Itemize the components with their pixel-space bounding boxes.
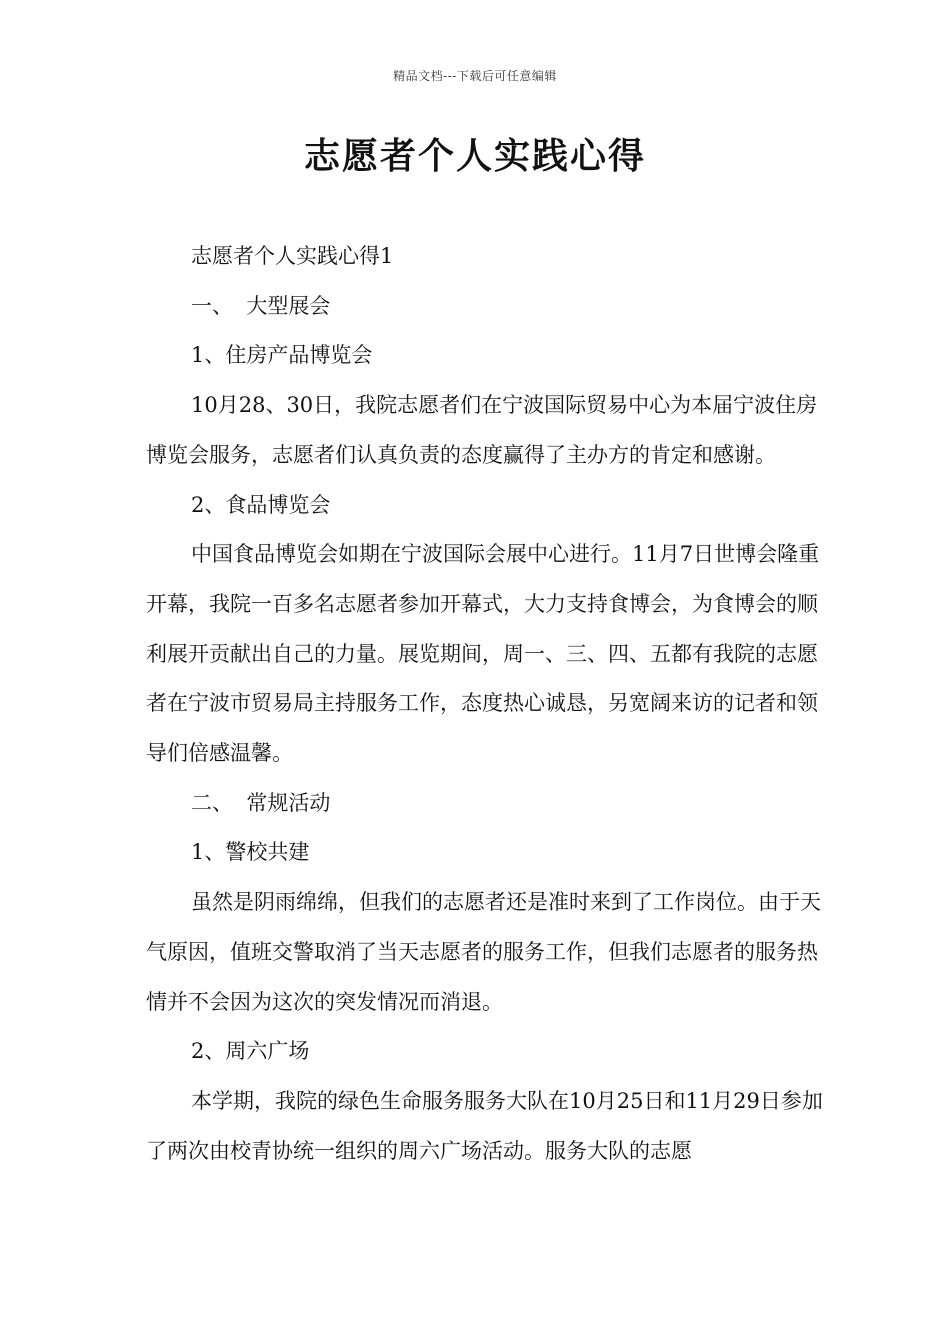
subsection-heading-housing-expo: 1、住房产品博览会: [191, 343, 373, 368]
section-heading-regular-activities: 二、 常规活动: [191, 790, 331, 815]
subsection-heading-police-school: 1、警校共建: [191, 840, 310, 865]
paragraph-subtitle: 志愿者个人实践心得1: [191, 244, 394, 268]
document-body: [146, 232, 826, 1176]
document-title: 志愿者个人实践心得: [303, 135, 646, 177]
section-heading-large-exhibitions: 一、 大型展会: [191, 293, 331, 318]
subsection-heading-food-expo: 2、食品博览会: [191, 492, 331, 517]
subsection-heading-saturday-square: 2、周六广场: [191, 1039, 310, 1064]
paragraph-food-expo: 中国食品博览会如期在宁波国际会展中心进行。11月7日世博会隆重开幕，我院一百多名志愿者参加开幕式，大力支持食博会，为食博会的顺利展开贡献出自己的力量。展览期间，周一、三、四、五都有我院的志愿者在宁波市贸易局主持服务工作，态度热心诚恳，另宽阔来访的记者和领导们倍感温馨。: [146, 542, 820, 766]
paragraph-police-school: 虽然是阴雨绵绵，但我们的志愿者还是准时来到了工作岗位。由于天气原因，值班交警取消了当天志愿者的服务工作，但我们志愿者的服务热情并不会因为这次的突发情况而消退。: [146, 890, 821, 1014]
paragraph-housing-expo: 10月28、30日，我院志愿者们在宁波国际贸易中心为本届宁波住房博览会服务，志愿者们认真负责的态度赢得了主办方的肯定和感谢。: [146, 393, 818, 467]
paragraph-saturday-square: 本学期，我院的绿色生命服务服务大队在10月25日和11月29日参加了两次由校青协统一组织的周六广场活动。服务大队的志愿: [146, 1088, 823, 1163]
header-note: 精品文档---下载后可任意编辑: [393, 69, 557, 83]
